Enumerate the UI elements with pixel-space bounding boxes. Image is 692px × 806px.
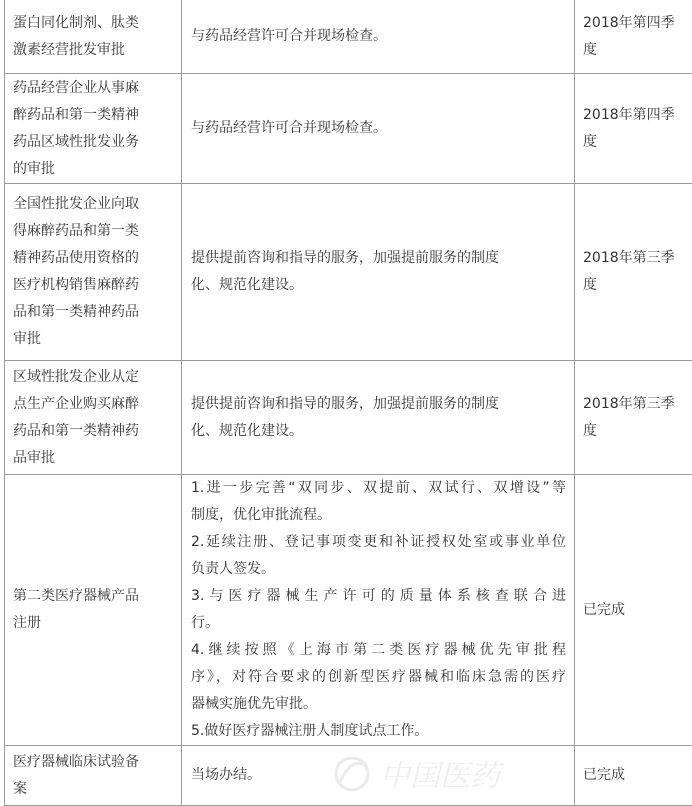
watermark-text: 中国医药: [380, 759, 505, 794]
item-cell: [5, 746, 182, 806]
item-line: 点生产企业购买麻醉: [13, 391, 175, 418]
item-line: 品和第一类精神药品: [13, 299, 175, 326]
time-line: 2018年第三季: [583, 245, 692, 272]
item-line: 品审批: [13, 445, 175, 472]
table-row: [5, 746, 692, 806]
item-line: 案: [13, 776, 175, 803]
item-line: 全国性批发企业向取: [13, 191, 175, 218]
table-row: [5, 475, 692, 746]
table-row: [5, 184, 692, 361]
time-line: 2018年第四季: [583, 102, 692, 129]
time-line: 度: [583, 418, 692, 445]
time-cell: [575, 361, 692, 475]
measure-step-line: 3.与医疗器械生产许可的质量体系核查联合进: [191, 583, 566, 610]
time-line: 2018年第四季: [583, 10, 692, 37]
measure-step-line: 5.做好医疗器械注册人制度试点工作。: [191, 718, 566, 745]
measure-step-line: 负责人签发。: [191, 556, 566, 583]
item-cell: [5, 475, 182, 746]
time-line: 度: [583, 272, 692, 299]
time-cell: [575, 475, 692, 746]
table-row: [5, 0, 692, 74]
measure-line: 化、规范化建设。: [191, 272, 566, 299]
item-line: 药品和第一类精神药: [13, 418, 175, 445]
item-cell: [5, 361, 182, 475]
measure-line: 与药品经营许可合并现场检查。: [191, 115, 566, 142]
time-cell: [575, 184, 692, 361]
measure-line: 与药品经营许可合并现场检查。: [191, 23, 566, 50]
approval-reform-table: [4, 0, 692, 806]
measure-step-line: 器械实施优先审批。: [191, 691, 566, 718]
time-line: 度: [583, 129, 692, 156]
time-cell: [575, 746, 692, 806]
measure-cell: [182, 475, 575, 746]
measure-cell: [182, 746, 575, 806]
measure-cell: [182, 74, 575, 184]
item-line: 精神药品使用资格的: [13, 245, 175, 272]
measure-step-line: 制度，优化审批流程。: [191, 502, 566, 529]
time-line: 度: [583, 37, 692, 64]
measure-line: 提供提前咨询和指导的服务，加强提前服务的制度: [191, 391, 566, 418]
measure-line: 提供提前咨询和指导的服务，加强提前服务的制度: [191, 245, 566, 272]
measure-step-line: 1.进一步完善“双同步、双提前、双试行、双增设”等: [191, 475, 566, 502]
measure-cell: [182, 361, 575, 475]
time-line: 2018年第三季: [583, 391, 692, 418]
time-cell: [575, 74, 692, 184]
table-row: [5, 361, 692, 475]
time-cell: [575, 0, 692, 74]
item-line: 得麻醉药品和第一类: [13, 218, 175, 245]
item-cell: [5, 74, 182, 184]
item-line: 区域性批发企业从定: [13, 364, 175, 391]
item-line: 医疗器械临床试验备: [13, 749, 175, 776]
item-line: 第二类医疗器械产品: [13, 583, 175, 610]
item-line: 审批: [13, 326, 175, 353]
measure-step-line: 4.继续按照《上海市第二类医疗器械优先审批程: [191, 637, 566, 664]
table-row: [5, 74, 692, 184]
item-line: 醉药品和第一类精神: [13, 102, 175, 129]
item-line: 药品区域性批发业务: [13, 129, 175, 156]
item-line: 医疗机构销售麻醉药: [13, 272, 175, 299]
measure-cell: [182, 0, 575, 74]
measure-step-line: 行。: [191, 610, 566, 637]
time-line: 已完成: [583, 762, 692, 789]
measure-line: 当场办结。: [191, 762, 566, 789]
measure-step-line: 2.延续注册、登记事项变更和补证授权处室或事业单位: [191, 529, 566, 556]
item-line: 的审批: [13, 156, 175, 183]
item-line: 注册: [13, 610, 175, 637]
item-cell: [5, 184, 182, 361]
item-line: 激素经营批发审批: [13, 37, 175, 64]
measure-step-line: 序》，对符合要求的创新型医疗器械和临床急需的医疗: [191, 664, 566, 691]
measure-line: 化、规范化建设。: [191, 418, 566, 445]
item-cell: [5, 0, 182, 74]
item-line: 药品经营企业从事麻: [13, 75, 175, 102]
time-line: 已完成: [583, 597, 692, 624]
item-line: 蛋白同化制剂、肽类: [13, 10, 175, 37]
measure-cell: [182, 184, 575, 361]
